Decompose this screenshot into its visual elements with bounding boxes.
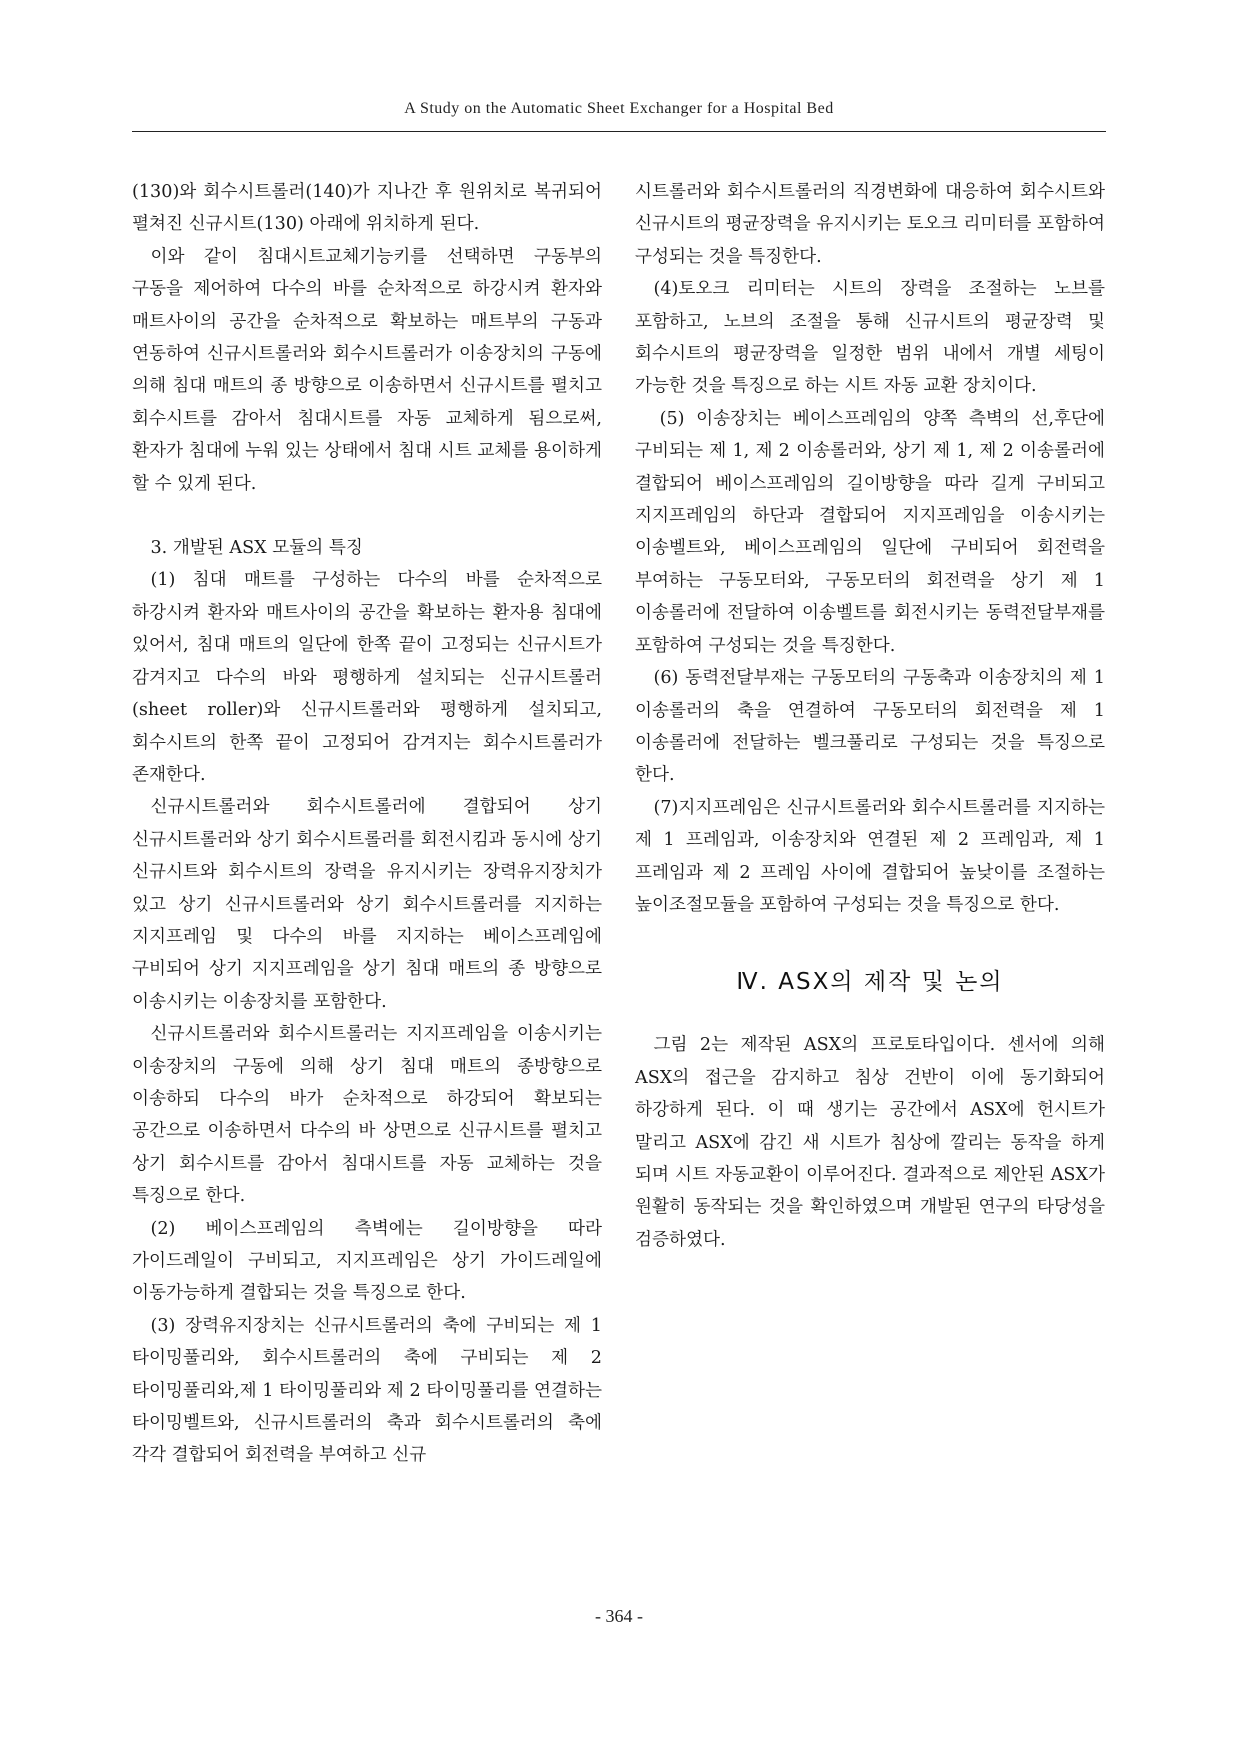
paragraph: 이와 같이 침대시트교체기능키를 선택하면 구동부의 구동을 제어하여 다수의 바를 순차적으로 하강시켜 환자와 매트사이의 공간을 순차적으로 확보하는 매트부의 구동과 연동하여 신규시트롤러와 회수시트롤러가 이송장치의 구동에 의해 침대 매트의 종 방향으로 이송하면서 신규시트를 펼치고 회수시트를 감아서 침대시트를 자동 교체하게 됨으로써, 환자가 침대에 누워 있는 상태에서 침대 시트 교체를 용이하게 할 수 있게 된다. [132, 246, 602, 494]
paragraph: 신규시트롤러와 회수시트롤러에 결합되어 상기 신규시트롤러와 상기 회수시트롤러를 회전시킴과 동시에 상기 신규시트와 회수시트의 장력을 유지시키는 장력유지장치가 있고 상기 신규시트롤러와 상기 회수시트롤러를 지지하는 지지프레임 및 다수의 바를 지지하는 베이스프레임에 구비되어 상기 지지프레임을 상기 침대 매트의 종 방향으로 이송시키는 이송장치를 포함한다. [132, 797, 602, 1012]
paragraph: (5) 이송장치는 베이스프레임의 양쪽 측벽의 선,후단에 구비되는 제 1, 제 2 이송롤러와, 상기 제 1, 제 2 이송롤러에 결합되어 베이스프레임의 길이방향을 따라 길게 구비되고 지지프레임의 하단과 결합되어 지지프레임을 이송시키는 이송벨트와, 베이스프레임의 일단에 구비되어 회전력을 부여하는 구동모터와, 구동모터의 회전력을 상기 제 1 이송롤러에 전달하여 이송벨트를 회전시키는 동력전달부재를 포함하여 구성되는 것을 특징한다. [635, 408, 1105, 656]
section-title: Ⅳ. ASX의 제작 및 논의 [736, 969, 1004, 996]
page-number: - 364 - [595, 1606, 643, 1626]
spacer [635, 921, 1105, 953]
paragraph: 신규시트롤러와 회수시트롤러는 지지프레임을 이송시키는 이송장치의 구동에 의해 상기 침대 매트의 종방향으로 이송하되 다수의 바가 순차적으로 하강되어 확보되는 공간으로 이송하면서 다수의 바 상면으로 신규시트를 펼치고 상기 회수시트를 감아서 침대시트를 자동 교체하는 것을 특징으로 한다. [132, 1024, 602, 1207]
paragraph: (6) 동력전달부재는 구동모터의 구동축과 이송장치의 제 1 이송롤러의 축을 연결하여 구동모터의 회전력을 제 1 이송롤러에 전달하는 벨크풀리로 구성되는 것을 특징으로 한다. [635, 668, 1105, 786]
spacer [635, 953, 1105, 967]
paragraph: (4)토오크 리미터는 시트의 장력을 조절하는 노브를 포함하고, 노브의 조절을 통해 신규시트의 평균장력 및 회수시트의 평균장력을 일정한 범위 내에서 개별 세팅이 가능한 것을 특징으로 하는 시트 자동 교환 장치이다. [635, 279, 1105, 397]
paragraph: (1) 침대 매트를 구성하는 다수의 바를 순차적으로 하강시켜 환자와 매트사이의 공간을 확보하는 환자용 침대에 있어서, 침대 매트의 일단에 한쪽 끝이 고정되는 신규시트가 감겨지고 다수의 바와 평행하게 설치되는 신규시트롤러 (sheet roller)와 신규시트롤러와 평행하게 설치되고, 회수시트의 한쪽 끝이 고정되어 감겨지는 회수시트롤러가 존재한다. [132, 570, 602, 785]
paragraph: 그림 2는 제작된 ASX의 프로토타입이다. 센서에 의해 ASX의 접근을 감지하고 침상 건반이 이에 동기화되어 하강하게 된다. 이 때 생기는 공간에서 ASX에 헌시트가 말리고 ASX에 감긴 새 시트가 침상에 깔리는 동작을 하게 되며 시트 자동교환이 이루어진다. 결과적으로 제안된 ASX가 원활히 동작되는 것을 확인하였으며 개발된 연구의 타당성을 검증하였다. [635, 1035, 1105, 1250]
spacer [635, 997, 1105, 1029]
right-column [635, 176, 1105, 1256]
paragraph: 시트롤러와 회수시트롤러의 직경변화에 대응하여 회수시트와 신규시트의 평균장력을 유지시키는 토오크 리미터를 포함하여 구성되는 것을 특징한다. [635, 182, 1105, 267]
header-divider [132, 131, 1106, 132]
subsection-heading: 3. 개발된 ASX 모듈의 특징 [150, 538, 363, 559]
paragraph: (2) 베이스프레임의 측벽에는 길이방향을 따라 가이드레일이 구비되고, 지지프레임은 상기 가이드레일에 이동가능하게 결합되는 것을 특징으로 한다. [132, 1218, 602, 1304]
paragraph: (7)지지프레임은 신규시트롤러와 회수시트롤러를 지지하는 제 1 프레임과, 이송장치와 연결된 제 2 프레임과, 제 1 프레임과 제 2 프레임 사이에 결합되어 높낮이를 조절하는 높이조절모듈을 포함하여 구성되는 것을 특징으로 한다. [635, 797, 1105, 915]
running-header: A Study on the Automatic Sheet Exchanger for a Hospital Bed [404, 100, 834, 117]
paragraph: (130)와 회수시트롤러(140)가 지나간 후 원위치로 복귀되어 펼쳐진 신규시트(130) 아래에 위치하게 된다. [132, 182, 602, 235]
paragraph: (3) 장력유지장치는 신규시트롤러의 축에 구비되는 제 1 타이밍풀리와, 회수시트롤러의 축에 구비되는 제 2 타이밍풀리와,제 1 타이밍풀리와 제 2 타이밍풀리를 연결하는 타이밍벨트와, 신규시트롤러의 축과 회수시트롤러의 축에 각각 결합되어 회전력을 부여하고 신규 [132, 1315, 602, 1466]
left-column [132, 176, 602, 1472]
spacer [132, 500, 602, 532]
